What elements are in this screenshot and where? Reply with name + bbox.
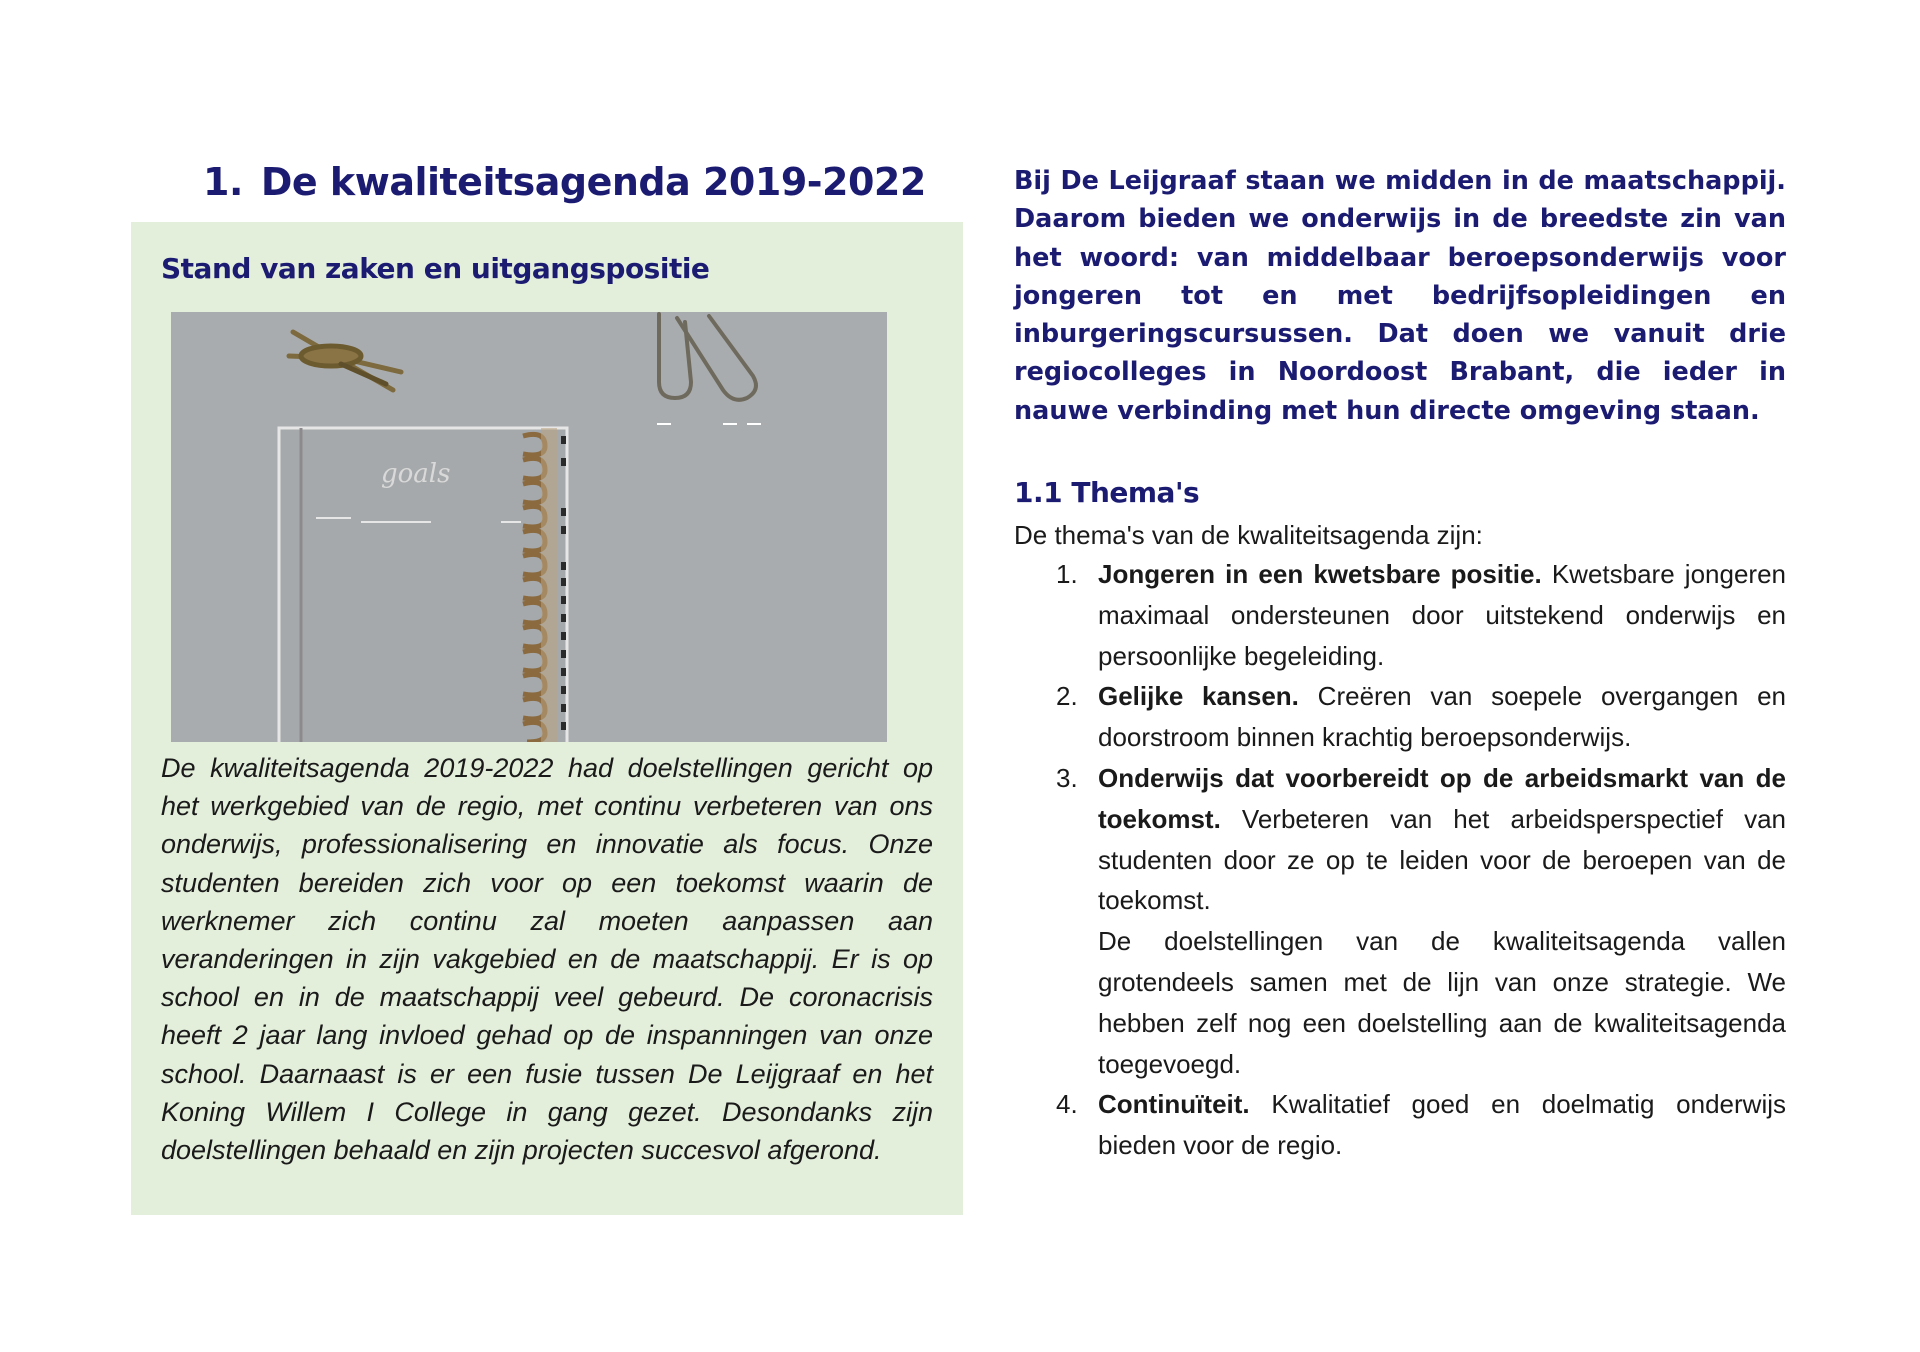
panel-heading: Stand van zaken en uitgangspositie [161, 252, 710, 285]
intro-paragraph: Bij De Leijgraaf staan we midden in de maatschappij. Daarom bieden we onderwijs in de breedste zin van het woord: van middelbaar beroepsonderwijs voor jongeren tot en met bedrijfsopleidingen en inburgeringscursussen. Dat doen we vanuit drie regiocolleges in Noordoost Brabant, die ieder in nauwe verbinding met hun directe omgeving staan. [1014, 166, 1786, 426]
page-title [203, 160, 926, 204]
theme-title: Jongeren in een kwetsbare positie. [1098, 559, 1542, 589]
theme-text: Kwalitatief goed en doelmatig onderwijs bieden voor de regio. [1098, 1089, 1786, 1161]
section-title-themes: 1.1 Thema's [1014, 476, 1200, 509]
handwriting-goals: goals [381, 459, 451, 489]
list-number: 1. [1056, 559, 1078, 589]
themes-lead: De thema's van de kwaliteitsagenda zijn: [1014, 520, 1483, 550]
theme-text: Creëren van soepele overgangen en doorstroom binnen krachtig beroepsonderwijs. [1098, 681, 1786, 753]
theme-text: Verbeteren van het arbeidsperspectief van studenten door ze op te leiden voor de beroepen van de toekomst. [1098, 803, 1786, 916]
theme-title: Gelijke kansen. [1098, 681, 1299, 712]
status-panel [131, 222, 963, 1215]
list-item [1014, 1084, 1786, 1166]
themes-list [1014, 554, 1786, 1166]
theme-title: Onderwijs dat voorbereidt op de arbeidsmarkt van de toekomst. [1098, 762, 1786, 834]
list-item [1014, 758, 1786, 1084]
binder-clip-icon [289, 332, 401, 390]
theme-title: Continuïteit. [1098, 1089, 1250, 1120]
list-number: 2. [1056, 681, 1078, 712]
notebook-illustration [171, 312, 887, 742]
title-number: 1. [203, 160, 243, 204]
panel-body-text: De kwaliteitsagenda 2019-2022 had doelstellingen gericht op het werkgebied van de regio, met continu verbeteren van ons onderwijs, professionalisering en innovatie als focus. Onze studenten bereiden zich voor op een toekomst waarin de werknemer zich continu zal moeten aanpassen aan veranderingen in zijn vakgebied en de maatschappij. Er is op school en in de maatschappij veel gebeurd. De coronacrisis heeft 2 jaar lang invloed gehad op de inspanningen van onze school. Daarnaast is er een fusie tussen De Leijgraaf en het Koning Willem I College in gang gezet. Desondanks zijn doelstellingen behaald en zijn projecten succesvol afgerond. [161, 753, 933, 1166]
paperclip-icon [659, 314, 756, 400]
theme-text: Kwetsbare jongeren maximaal ondersteunen door uitstekend onderwijs en persoonlijke begeleiding. [1098, 559, 1786, 671]
list-item [1014, 676, 1786, 758]
list-number: 3. [1056, 762, 1078, 793]
notebook-photo [171, 312, 887, 742]
list-number: 4. [1056, 1089, 1078, 1120]
list-item [1014, 554, 1786, 676]
title-text: De kwaliteitsagenda 2019-2022 [260, 160, 926, 204]
theme-extra-text: De doelstellingen van de kwaliteitsagenda vallen grotendeels samen met de lijn van onze strategie. We hebben zelf nog een doelstelling aan de kwaliteitsagenda toegevoegd. [1098, 926, 1786, 1079]
